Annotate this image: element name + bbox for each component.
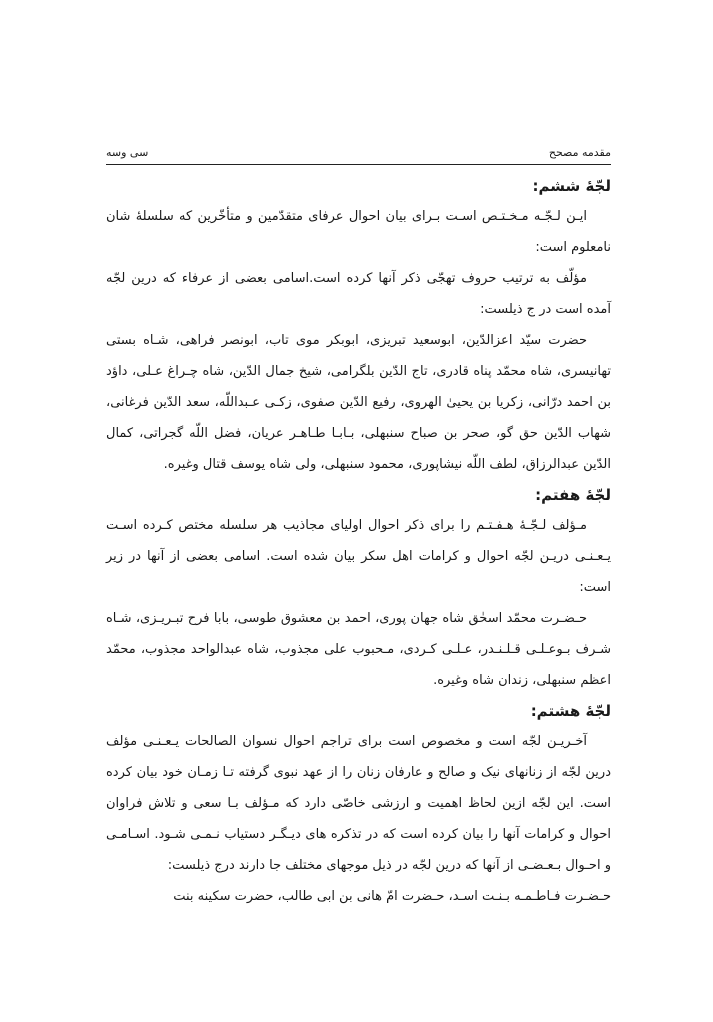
- paragraph: مؤلّف به ترتیب حروف تهجّی ذکر آنها کرده است.اسامی بعضی از عرفاء که درین لجّه آمده است در ج ذیلست:: [106, 271, 611, 317]
- paragraph: ایـن لـجّـه مـخـتـص اسـت بـرای بیان احوال عرفای متقدّمین و متأخّرین که سلسلهٔ شان نامعلوم است:: [106, 209, 611, 255]
- paragraph: حضرت سیّد اعزالدّین، ابوسعید تبریزی، ابوبکر موی تاب، ابونصر فراهی، شـاه بستی تهانیسری، شاه محمّد پناه قادری، تاج الدّین بلگرامی، شیخ جمال الدّین، شاه چـراغ عـلی، داؤد بن احمد درّانی، زکریا بن یحییٰ الهروی، رفیع الدّین صفوی، زکـی عـبداللّه، سعد الدّین فرغانی، شهاب الدّین حق گو، صحر بن صباح سنبهلی، بـابـا طـاهـر عریان، فضل اللّه گجراتی، کمال الدّین عبدالرزاق، لطف اللّه نیشاپوری، محمود سنبهلی، ولی شاه یوسف قتال وغیره.: [106, 333, 611, 472]
- header-section-title: مقدمه مصحح: [548, 146, 611, 159]
- paragraph: حـضـرت محمّد اسحٰق شاه جهان پوری، احمد بن معشوق طوسی، بابا فرح تبـریـزی، شـاه شـرف بـوعـلـی قـلـنـدر، عـلـی کـردی، مـحبوب علی مجذوب، شاه عبدالواحد مجذوب، محمّد اعظم سنبهلی، زندان شاه وغیره.: [106, 611, 611, 688]
- section-seventh: [106, 480, 611, 696]
- paragraph: آخـریـن لجّه است و مخصوص است برای تراجم احوال نسوان الصالحات یـعـنـی مؤلف درین لجّه از زنانهای نیک و صالح و عارفان زنان را از عهد نبوی گرفته تـا زمـان خود بیان کرده است. این لجّه ازین لحاظ اهمیت و ارزشی خاصّی دارد که مـؤلف بـا سعی و تلاش فراوان احوال و کرامات آنها را بیان کرده است که در تذکره های دیـگـر دستیاب نـمـی شـود. اسـامـی و احـوال بـعـضـی از آنها که درین لجّه در ذیل موجهای مختلف جا دارند درج ذیلست:: [106, 734, 611, 873]
- section-sixth: [106, 171, 611, 480]
- paragraph: حـضـرت فـاطـمـه بـنـت اسـد، حـضرت امّ هانی بن ابی طالب، حضرت سکینه بنت: [173, 889, 611, 904]
- page-number: سی وسه: [106, 146, 149, 159]
- paragraph: مـؤلف لـجّـهٔ هـفـتـم را برای ذکر احوال اولیای مجاذیب هر سلسله مختص کـرده اسـت یـعـنـی دریـن لجّه احوال و کرامات اهل سکر بیان شده است. اسامی بعضی از آنها در زیر است:: [106, 518, 611, 595]
- section-heading: لجّهٔ هشتم:: [530, 702, 611, 720]
- page-content: [106, 146, 611, 912]
- running-header: [106, 146, 611, 165]
- section-heading: لجّهٔ ششم:: [532, 177, 611, 195]
- section-heading: لجّهٔ هفتم:: [535, 486, 611, 504]
- section-eighth: [106, 696, 611, 912]
